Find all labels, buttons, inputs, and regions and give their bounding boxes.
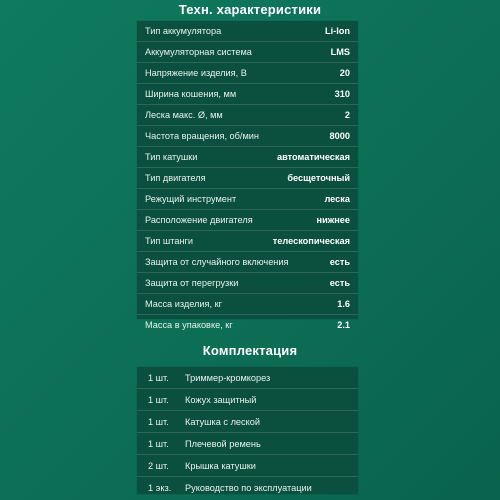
spec-row bbox=[137, 168, 358, 189]
specs-title: Техн. характеристики bbox=[178, 2, 322, 17]
spec-row bbox=[137, 126, 358, 147]
spec-label: Аккумуляторная система bbox=[145, 47, 252, 57]
spec-value: 20 bbox=[339, 68, 350, 78]
spec-value: есть bbox=[329, 278, 350, 288]
kit-qty: 2 шт. bbox=[148, 461, 169, 471]
kit-row bbox=[137, 433, 358, 455]
spec-row bbox=[137, 273, 358, 294]
spec-value: 2.1 bbox=[337, 320, 350, 330]
spec-label: Масса изделия, кг bbox=[145, 299, 222, 309]
spec-label: Режущий инструмент bbox=[145, 194, 237, 204]
spec-row bbox=[137, 315, 358, 335]
spec-value: бесщеточный bbox=[287, 173, 350, 183]
kit-row bbox=[137, 389, 358, 411]
spec-label: Тип аккумулятора bbox=[145, 26, 222, 36]
kit-row bbox=[137, 411, 358, 433]
spec-row bbox=[137, 210, 358, 231]
spec-value: есть bbox=[329, 257, 350, 267]
specs-table bbox=[137, 21, 358, 330]
spec-row bbox=[137, 21, 358, 42]
spec-row bbox=[137, 42, 358, 63]
kit-row bbox=[137, 367, 358, 389]
kit-title: Комплектация bbox=[202, 343, 298, 358]
spec-label: Тип двигателя bbox=[145, 173, 206, 183]
kit-qty: 1 шт. bbox=[148, 417, 169, 427]
spec-row bbox=[137, 63, 358, 84]
kit-item: Плечевой ремень bbox=[185, 439, 261, 449]
spec-row bbox=[137, 189, 358, 210]
spec-label: Расположение двигателя bbox=[145, 215, 253, 225]
kit-item: Катушка с леской bbox=[185, 417, 260, 427]
spec-label: Частота вращения, об/мин bbox=[145, 131, 260, 141]
spec-row bbox=[137, 252, 358, 273]
spec-row bbox=[137, 231, 358, 252]
kit-item: Руководство по эксплуатации bbox=[185, 483, 312, 493]
spec-row bbox=[137, 105, 358, 126]
spec-row bbox=[137, 147, 358, 168]
kit-item: Триммер-кромкорез bbox=[185, 373, 271, 383]
spec-label: Ширина кошения, мм bbox=[145, 89, 237, 99]
kit-qty: 1 шт. bbox=[148, 373, 169, 383]
kit-item: Кожух защитный bbox=[185, 395, 257, 405]
spec-value: 2 bbox=[344, 110, 350, 120]
spec-label: Защита от случайного включения bbox=[145, 257, 289, 267]
kit-qty: 1 шт. bbox=[148, 439, 169, 449]
spec-value: 310 bbox=[334, 89, 350, 99]
kit-row bbox=[137, 455, 358, 477]
kit-row bbox=[137, 477, 358, 498]
spec-value: 1.6 bbox=[337, 299, 350, 309]
spec-label: Леска макс. Ø, мм bbox=[145, 110, 223, 120]
spec-label: Масса в упаковке, кг bbox=[145, 320, 233, 330]
kit-qty: 1 экз. bbox=[148, 483, 172, 493]
spec-value: 8000 bbox=[329, 131, 350, 141]
spec-label: Напряжение изделия, В bbox=[145, 68, 247, 78]
spec-value: автоматическая bbox=[277, 152, 350, 162]
spec-label: Тип катушки bbox=[145, 152, 198, 162]
spec-row bbox=[137, 84, 358, 105]
kit-qty: 1 шт. bbox=[148, 395, 169, 405]
kit-table bbox=[137, 367, 358, 494]
spec-value: леска bbox=[324, 194, 350, 204]
spec-value: нижнее bbox=[316, 215, 350, 225]
spec-value: телескопическая bbox=[272, 236, 350, 246]
spec-label: Тип штанги bbox=[145, 236, 194, 246]
spec-value: Li-Ion bbox=[324, 26, 350, 36]
spec-label: Защита от перегрузки bbox=[145, 278, 239, 288]
spec-row bbox=[137, 294, 358, 315]
spec-value: LMS bbox=[330, 47, 350, 57]
kit-item: Крышка катушки bbox=[185, 461, 256, 471]
